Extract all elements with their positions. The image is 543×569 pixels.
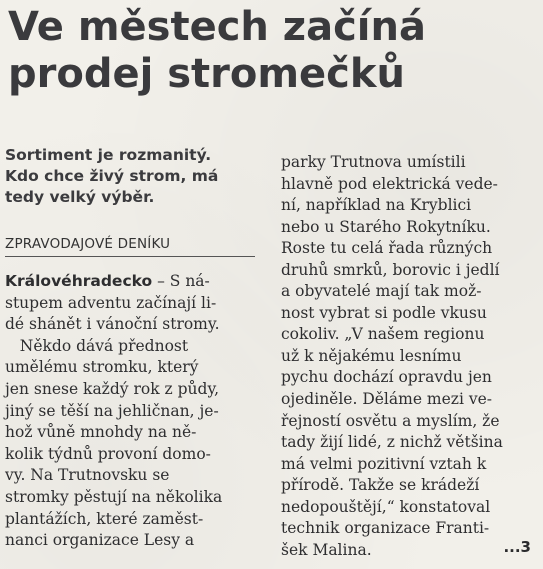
body-line: plantážích, které zaměst- [5,509,204,528]
headline-line: Ve městech začíná [8,4,426,50]
body-line: Někdo dává přednost [5,336,189,355]
body-line: tady žijí lidé, z nichž většina [281,433,503,452]
body-line: nost vybrat si podle vkusu [281,303,487,322]
perex-line: Kdo chce živý strom, má [5,167,219,185]
body-line: šek Malina. [281,540,372,559]
body-line: jiný se těší na jehličnan, je- [5,401,219,420]
lead-location: Královéhradecko [5,272,153,290]
body-line: stromky pěstují na několika [5,487,223,506]
perex-line: Sortiment je rozmanitý. [5,146,212,164]
body-line: nebo u Starého Rokytníku. [281,217,491,236]
body-line: má velmi pozitivní vztah k [281,454,487,473]
perex-line: tedy velký výběr. [5,188,155,206]
body-line: nanci organizace Lesy a [5,531,195,550]
body-line: a obyvatelé mají tak mož- [281,282,482,301]
body-line: kolik týdnů provoní domo- [5,444,211,463]
body-line: řejností osvětu a myslím, že [281,411,500,430]
body-line: technik organizace Franti- [281,519,490,538]
body-line: cokoliv. „V našem regionu [281,325,485,344]
body-line: stupem adventu začínají li- [5,293,217,312]
body-line: jen snese každý rok z půdy, [5,379,220,398]
left-column [5,145,263,552]
body-line: hož vůně mnohdy na ně- [5,423,197,442]
continued-marker: ...3 [503,538,531,556]
body-line-text: – S ná- [152,272,210,290]
body-line: dé shánět i vánoční stromy. [5,315,220,334]
body-line: Roste tu celá řada různých [281,239,493,258]
body-line: ojediněle. Děláme mezi ve- [281,390,493,409]
byline: ZPRAVODAJOVÉ DENÍKU [5,236,255,257]
body-line: nedopouštějí,“ konstatoval [281,497,491,516]
body-line: přírodě. Takže se krádeží [281,476,480,495]
body-line: umělému stromku, který [5,358,199,377]
body-line: parky Trutnova umístili [281,153,466,171]
body-line: ní, například na Kryblici [281,196,472,215]
body-line [5,271,263,293]
body-line: druhů smrků, borovic i jedlí [281,260,500,279]
perex [5,145,263,208]
left-body [5,271,263,552]
headline [8,4,538,98]
right-column [281,152,543,561]
body-line: vy. Na Trutnovsku se [5,466,170,485]
headline-line: prodej stromečků [8,51,405,97]
body-line: pychu dochází opravdu jen [281,368,492,387]
body-line: už k nějakému lesnímu [281,346,462,365]
body-line: hlavně pod elektrická vede- [281,174,498,193]
